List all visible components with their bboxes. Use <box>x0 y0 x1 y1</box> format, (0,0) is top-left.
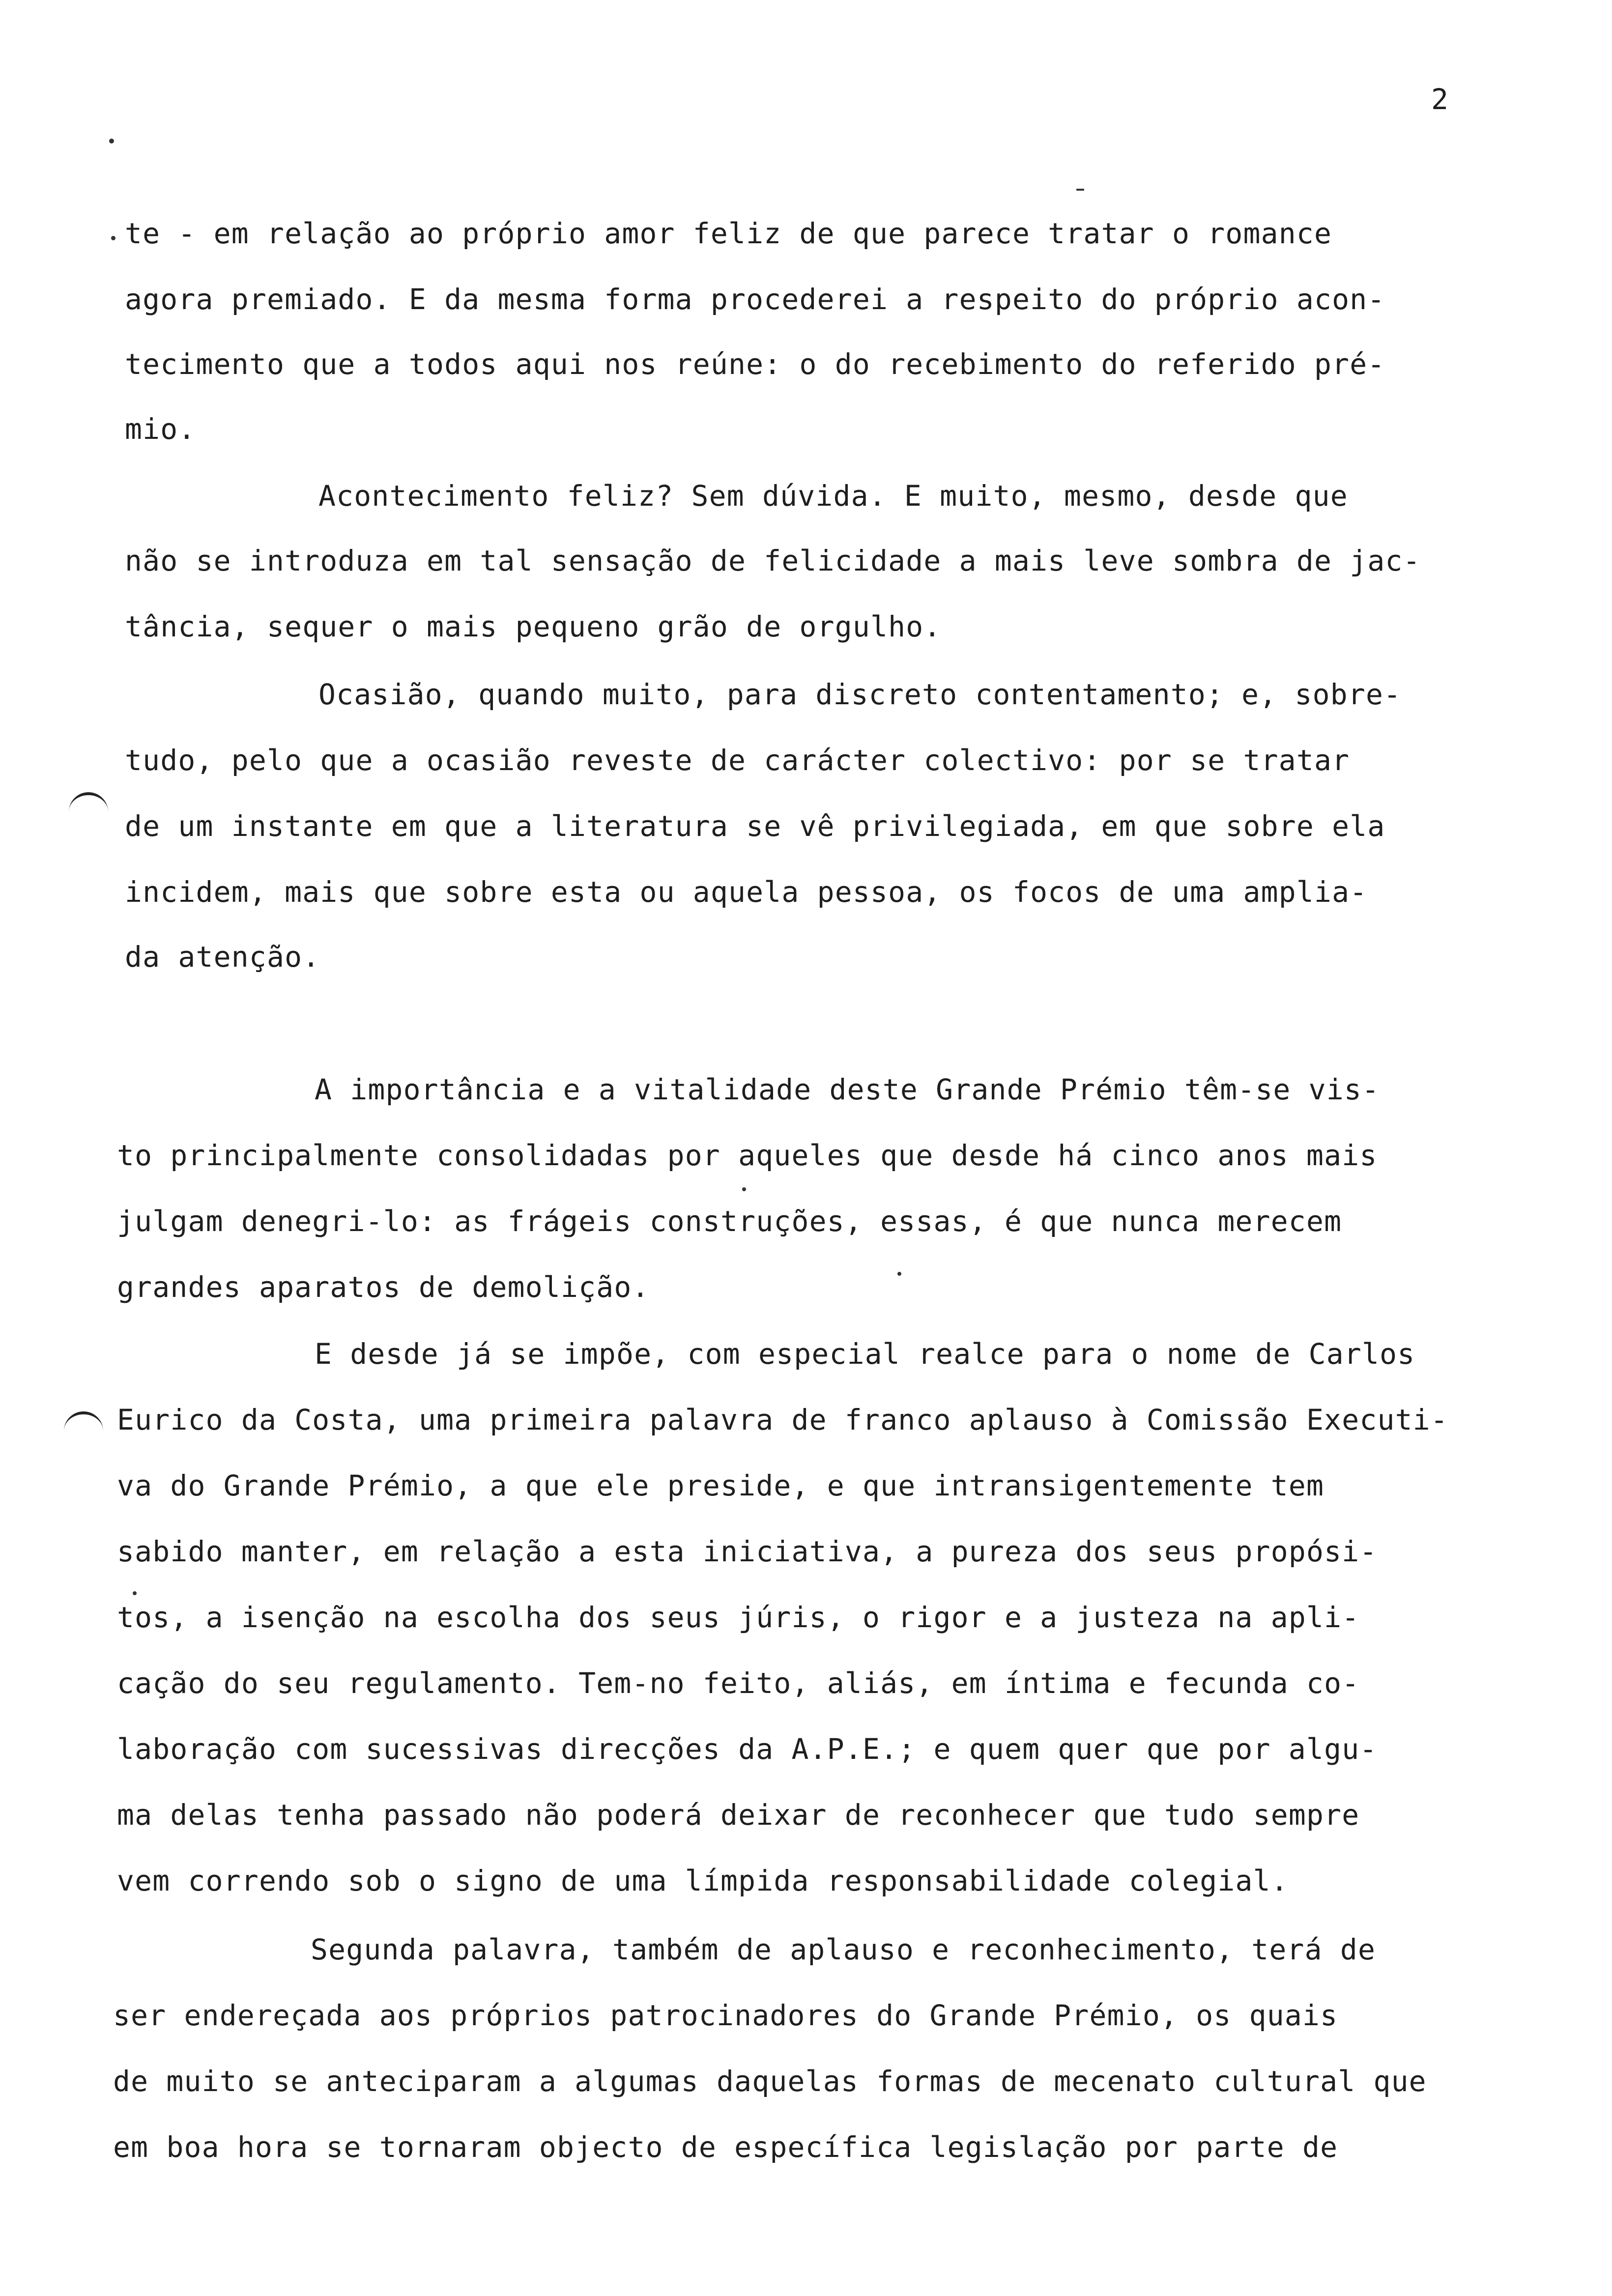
text-line: va do Grande Prémio, a que ele preside, e que intransigentemente tem <box>117 1469 1324 1502</box>
margin-mark <box>64 1411 103 1434</box>
text-line: em boa hora se tornaram objecto de específica legislação por parte de <box>113 2130 1338 2164</box>
text-line: Eurico da Costa, uma primeira palavra de franco aplauso à Comissão Executi- <box>117 1403 1448 1436</box>
scan-speck <box>897 1272 901 1276</box>
margin-mark <box>69 792 108 815</box>
text-line: incidem, mais que sobre esta ou aquela pessoa, os focos de uma amplia- <box>125 875 1368 909</box>
text-line: sabido manter, em relação a esta iniciativa, a pureza dos seus propósi- <box>117 1535 1378 1568</box>
text-line: ma delas tenha passado não poderá deixar de reconhecer que tudo sempre <box>117 1798 1360 1832</box>
text-line: vem correndo sob o signo de uma límpida responsabilidade colegial. <box>117 1864 1289 1897</box>
scan-speck <box>1076 189 1084 191</box>
text-line: tância, sequer o mais pequeno grão de orgulho. <box>125 610 942 643</box>
text-line: to principalmente consolidadas por aqueles que desde há cinco anos mais <box>117 1139 1378 1172</box>
text-line: tos, a isenção na escolha dos seus júris, o rigor e a justeza na apli- <box>117 1601 1360 1634</box>
text-line: ser endereçada aos próprios patrocinadores do Grande Prémio, os quais <box>113 1999 1338 2032</box>
text-line: grandes aparatos de demolição. <box>117 1270 650 1304</box>
text-line: tecimento que a todos aqui nos reúne: o do recebimento do referido pré- <box>125 347 1385 381</box>
text-line: de muito se anteciparam a algumas daquelas formas de mecenato cultural que <box>113 2065 1427 2098</box>
bullet-dot <box>111 236 115 240</box>
scan-speck <box>742 1187 746 1191</box>
page-number: 2 <box>1431 83 1448 116</box>
text-line: Segunda palavra, também de aplauso e reconhecimento, terá de <box>311 1933 1376 1966</box>
text-line: da atenção. <box>125 940 320 974</box>
text-line: Ocasião, quando muito, para discreto contentamento; e, sobre- <box>318 678 1402 711</box>
text-line: laboração com sucessivas direcções da A.P.E.; e quem quer que por algu- <box>117 1732 1378 1766</box>
text-line: julgam denegri-lo: as frágeis construções, essas, é que nunca merecem <box>117 1205 1342 1238</box>
text-line: tudo, pelo que a ocasião reveste de carácter colectivo: por se tratar <box>125 744 1350 777</box>
text-line: Acontecimento feliz? Sem dúvida. E muito, mesmo, desde que <box>318 479 1348 513</box>
text-line: te - em relação ao próprio amor feliz de que parece tratar o romance <box>125 217 1332 250</box>
text-line: cação do seu regulamento. Tem-no feito, aliás, em íntima e fecunda co- <box>117 1666 1360 1700</box>
text-line: agora premiado. E da mesma forma procederei a respeito do próprio acon- <box>125 283 1385 316</box>
scan-speck <box>133 1591 137 1595</box>
scan-speck <box>109 139 114 144</box>
text-line: A importância e a vitalidade deste Grande Prémio têm-se vis- <box>315 1073 1380 1106</box>
text-line: mio. <box>125 412 196 446</box>
text-line: E desde já se impõe, com especial realce para o nome de Carlos <box>315 1337 1415 1371</box>
text-line: não se introduza em tal sensação de felicidade a mais leve sombra de jac- <box>125 544 1421 577</box>
text-line: de um instante em que a literatura se vê privilegiada, em que sobre ela <box>125 809 1385 843</box>
